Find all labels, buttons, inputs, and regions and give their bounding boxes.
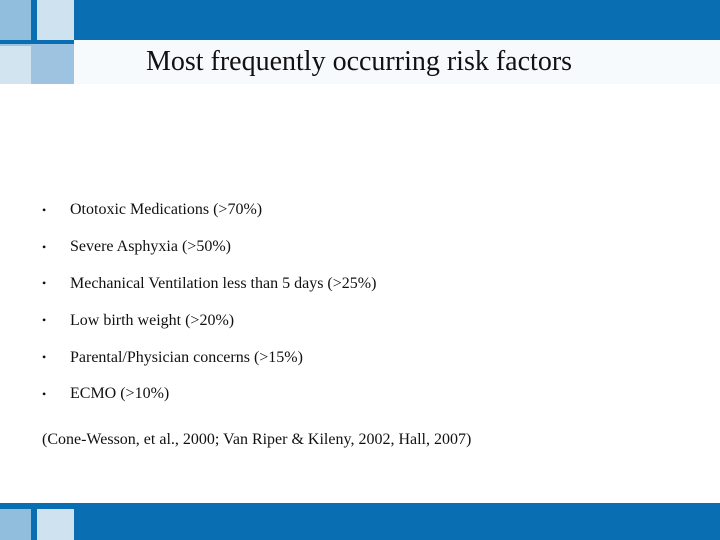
footer-banner <box>0 503 720 540</box>
list-item-text: Low birth weight (>20%) <box>70 311 235 329</box>
list-item <box>42 192 376 229</box>
bullet-icon: • <box>42 386 47 401</box>
risk-factor-list <box>42 192 376 413</box>
list-item <box>42 229 376 266</box>
list-item-text: Severe Asphyxia (>50%) <box>70 238 231 256</box>
slide-title: Most frequently occurring risk factors <box>145 46 573 77</box>
list-item <box>42 266 376 303</box>
decor-tile <box>0 509 31 540</box>
bullet-icon: • <box>42 350 47 365</box>
bullet-icon: • <box>42 202 47 217</box>
bullet-icon: • <box>42 239 47 254</box>
list-item-text: Parental/Physician concerns (>15%) <box>70 348 303 366</box>
list-item <box>42 302 376 339</box>
list-item <box>42 376 376 413</box>
decor-tile <box>37 509 74 540</box>
list-item-text: Ototoxic Medications (>70%) <box>70 201 263 219</box>
decor-tile <box>0 0 31 40</box>
bullet-icon: • <box>42 276 47 291</box>
list-item <box>42 339 376 376</box>
bullet-icon: • <box>42 313 47 328</box>
list-item-text: ECMO (>10%) <box>70 385 170 403</box>
list-item-text: Mechanical Ventilation less than 5 days (>25%) <box>70 274 377 292</box>
decor-tile <box>37 0 74 40</box>
decor-tile <box>0 46 31 84</box>
citation: (Cone-Wesson, et al., 2000; Van Riper & Kileny, 2002, Hall, 2007) <box>42 431 472 448</box>
